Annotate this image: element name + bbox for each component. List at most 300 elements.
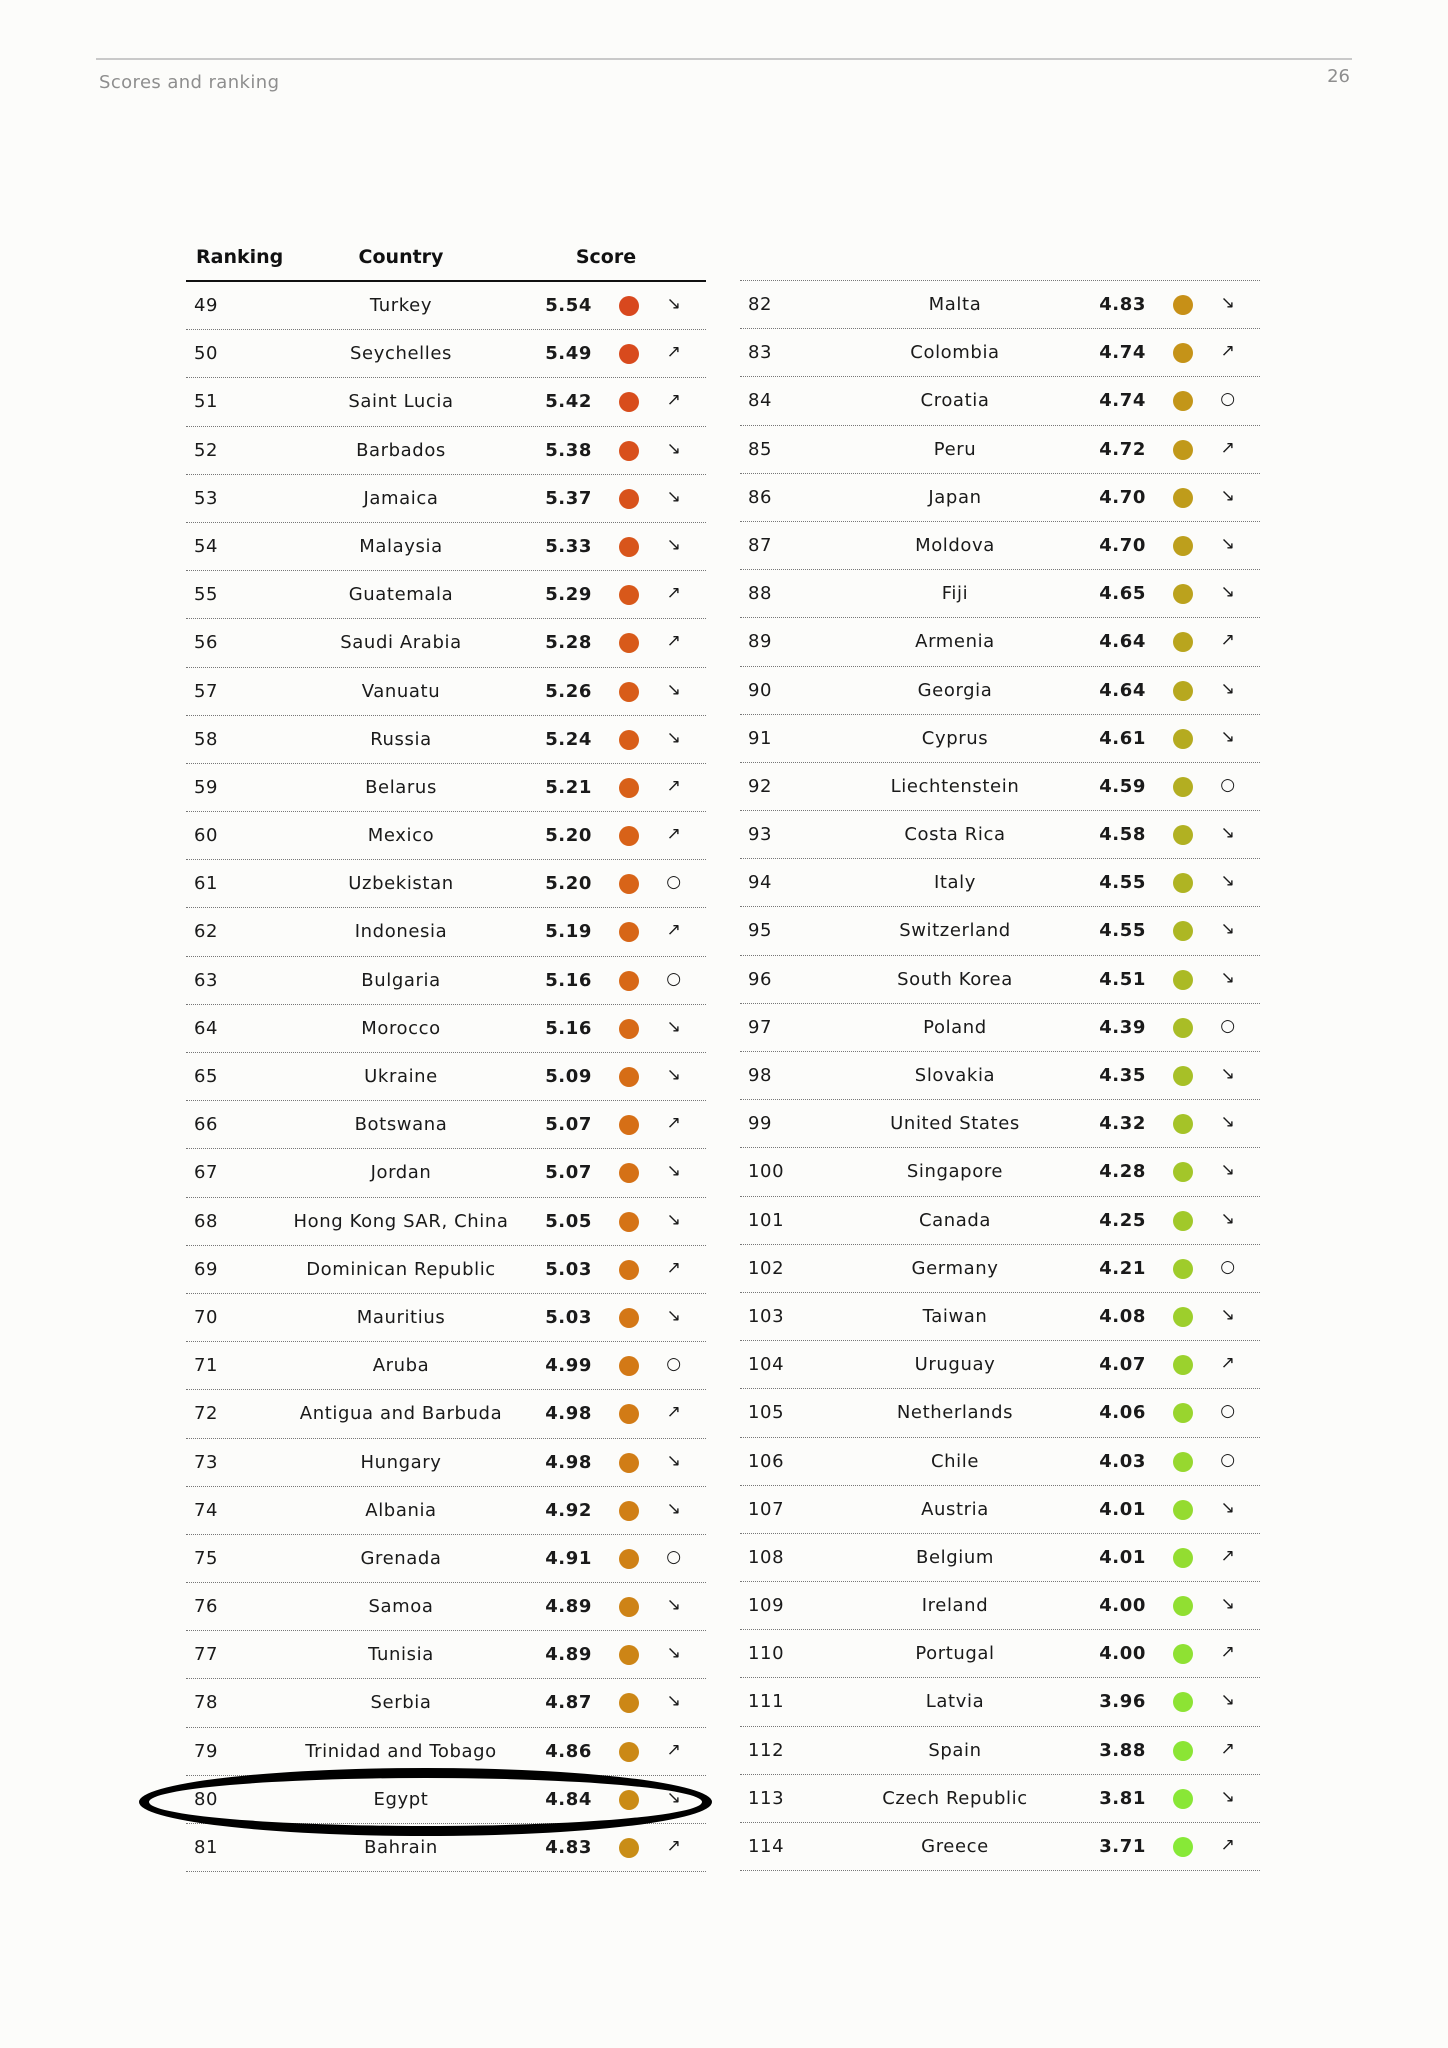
score-dot-icon: [1173, 777, 1193, 797]
score-dot-icon: [619, 1838, 639, 1858]
trend-icon: ○: [1220, 1449, 1236, 1470]
trend-icon: ↘: [1220, 533, 1236, 554]
trend-icon: ↗: [666, 824, 682, 845]
score-dot-icon: [619, 922, 639, 942]
trend-icon: ↘: [1220, 678, 1236, 699]
trend-icon: ↘: [1220, 293, 1236, 313]
country-cell: Peru: [933, 438, 977, 460]
score-dot-icon: [619, 489, 639, 509]
country-cell: Moldova: [915, 534, 995, 556]
table-row: [186, 330, 706, 378]
trend-icon: ↘: [666, 1016, 682, 1037]
trend-icon: ↗: [666, 631, 682, 652]
trend-icon: ↘: [1220, 967, 1236, 988]
table-row: [740, 474, 1260, 522]
score-cell: 4.70: [1099, 534, 1146, 556]
rank-cell: 88: [748, 583, 773, 605]
country-cell: United States: [890, 1113, 1020, 1135]
score-dot-icon: [1173, 632, 1193, 652]
rank-cell: 89: [748, 631, 773, 653]
score-dot-icon: [1173, 1162, 1193, 1182]
trend-icon: ○: [1220, 774, 1236, 795]
table-row: [186, 571, 706, 619]
country-cell: Austria: [921, 1498, 989, 1520]
table-row: [186, 1342, 706, 1390]
country-cell: Poland: [923, 1016, 987, 1038]
score-cell: 4.00: [1099, 1595, 1146, 1617]
country-cell: Georgia: [917, 679, 993, 701]
score-dot-icon: [619, 730, 639, 750]
trend-icon: ↘: [666, 1209, 682, 1230]
table-row: [186, 1390, 706, 1438]
country-cell: Russia: [370, 728, 432, 750]
table-row: [186, 1005, 706, 1053]
score-cell: 4.74: [1099, 390, 1146, 412]
table-row: [740, 1341, 1260, 1389]
trend-icon: ↗: [1220, 341, 1236, 362]
table-header-spacer: [740, 240, 1260, 281]
rank-cell: 87: [748, 534, 773, 556]
country-cell: Taiwan: [922, 1305, 988, 1327]
score-dot-icon: [1173, 1018, 1193, 1038]
country-cell: Mauritius: [356, 1306, 446, 1328]
table-body-left: [186, 282, 706, 1872]
score-cell: 3.71: [1099, 1836, 1146, 1857]
trend-icon: ↘: [1220, 1594, 1236, 1615]
score-cell: 5.19: [545, 921, 592, 943]
trend-icon: ↘: [666, 1691, 682, 1712]
trend-icon: ○: [1220, 389, 1236, 410]
table-row: [740, 1004, 1260, 1052]
score-dot-icon: [619, 1067, 639, 1087]
rank-cell: 102: [748, 1257, 785, 1279]
rank-cell: 71: [194, 1355, 219, 1377]
trend-icon: ↗: [666, 1257, 682, 1278]
score-cell: 5.26: [545, 680, 592, 702]
score-cell: 4.39: [1099, 1016, 1146, 1038]
score-cell: 4.64: [1099, 631, 1146, 653]
country-cell: Croatia: [920, 390, 990, 412]
trend-icon: ↘: [1220, 1064, 1236, 1084]
trend-icon: ↘: [666, 1643, 682, 1664]
score-cell: 5.29: [545, 584, 592, 606]
country-cell: Portugal: [915, 1643, 995, 1665]
score-cell: 4.06: [1099, 1402, 1146, 1424]
country-cell: Mexico: [367, 825, 435, 847]
score-cell: 4.91: [545, 1547, 592, 1569]
table-row: [186, 1487, 706, 1535]
score-dot-icon: [1173, 536, 1193, 556]
score-dot-icon: [1173, 295, 1193, 315]
country-cell: Grenada: [360, 1547, 442, 1569]
score-cell: 5.05: [545, 1210, 592, 1232]
ranking-table-right: [740, 240, 1260, 1871]
table-row: [740, 570, 1260, 618]
score-cell: 4.64: [1099, 679, 1146, 701]
score-dot-icon: [619, 344, 639, 364]
score-cell: 4.28: [1099, 1161, 1146, 1183]
table-row: [186, 1294, 706, 1342]
table-body-right: [740, 281, 1260, 1871]
country-cell: Seychelles: [350, 343, 452, 365]
country-cell: Samoa: [368, 1596, 434, 1618]
rank-cell: 79: [194, 1740, 219, 1762]
table-row: [740, 329, 1260, 377]
score-dot-icon: [619, 1163, 639, 1183]
country-cell: Latvia: [925, 1691, 985, 1713]
table-row: [186, 1246, 706, 1294]
score-dot-icon: [1173, 1259, 1193, 1279]
score-dot-icon: [1173, 1500, 1193, 1520]
country-cell: Cyprus: [921, 727, 989, 749]
score-dot-icon: [1173, 488, 1193, 508]
rank-cell: 108: [748, 1546, 785, 1568]
rank-cell: 90: [748, 679, 773, 701]
score-cell: 4.99: [545, 1355, 592, 1377]
score-cell: 4.61: [1099, 727, 1146, 749]
trend-icon: ↘: [1220, 485, 1236, 506]
table-row: [740, 859, 1260, 907]
score-dot-icon: [619, 441, 639, 461]
rank-cell: 50: [194, 343, 219, 365]
rank-cell: 91: [748, 727, 773, 749]
score-dot-icon: [619, 1597, 639, 1617]
trend-icon: ↘: [666, 294, 682, 314]
rank-cell: 54: [194, 535, 219, 557]
table-row: [740, 426, 1260, 474]
country-cell: Albania: [365, 1499, 437, 1521]
score-dot-icon: [619, 682, 639, 702]
country-cell: Serbia: [370, 1692, 432, 1714]
country-cell: Jordan: [370, 1162, 432, 1184]
trend-icon: ↗: [1220, 1353, 1236, 1374]
score-dot-icon: [619, 537, 639, 557]
score-dot-icon: [619, 1549, 639, 1569]
table-row: [186, 1728, 706, 1776]
country-cell: Malaysia: [359, 535, 443, 557]
score-cell: 5.33: [545, 535, 592, 557]
score-cell: 4.72: [1099, 438, 1146, 460]
table-row: [740, 667, 1260, 715]
table-row: [186, 1583, 706, 1631]
trend-icon: ↘: [666, 1065, 682, 1085]
country-cell: Armenia: [915, 631, 995, 653]
rank-cell: 96: [748, 968, 773, 990]
score-cell: 5.20: [545, 873, 592, 895]
trend-icon: ↘: [666, 679, 682, 700]
score-cell: 4.03: [1099, 1450, 1146, 1472]
header-country: Country: [358, 246, 444, 268]
rank-cell: 110: [748, 1643, 785, 1665]
score-dot-icon: [619, 1742, 639, 1762]
rank-cell: 75: [194, 1547, 219, 1569]
country-cell: Jamaica: [363, 487, 439, 509]
country-cell: Indonesia: [354, 921, 448, 943]
table-row: [186, 716, 706, 764]
table-row: [186, 908, 706, 956]
table-row: [740, 522, 1260, 570]
trend-icon: ○: [1220, 1256, 1236, 1277]
rank-cell: 74: [194, 1499, 219, 1521]
page-number: 26: [1327, 66, 1350, 87]
trend-icon: ↘: [666, 1595, 682, 1616]
trend-icon: ↘: [1220, 1690, 1236, 1711]
score-cell: 5.16: [545, 1017, 592, 1039]
score-cell: 4.98: [545, 1451, 592, 1473]
score-cell: 5.54: [545, 295, 592, 316]
table-row: [740, 281, 1260, 329]
score-dot-icon: [1173, 825, 1193, 845]
trend-icon: ↘: [666, 534, 682, 555]
score-dot-icon: [619, 1790, 639, 1810]
score-cell: 4.74: [1099, 342, 1146, 364]
rank-cell: 109: [748, 1595, 785, 1617]
score-cell: 5.24: [545, 728, 592, 750]
table-row: [186, 475, 706, 523]
country-cell: Dominican Republic: [306, 1258, 496, 1280]
country-cell: Antigua and Barbuda: [299, 1403, 503, 1425]
table-row: [186, 957, 706, 1005]
rank-cell: 58: [194, 728, 219, 750]
rank-cell: 107: [748, 1498, 785, 1520]
rank-cell: 86: [748, 486, 773, 508]
country-cell: Fiji: [941, 583, 969, 605]
rank-cell: 81: [194, 1837, 219, 1858]
score-dot-icon: [1173, 681, 1193, 701]
country-cell: Guatemala: [348, 584, 454, 606]
trend-icon: ○: [666, 1546, 682, 1567]
country-cell: Hungary: [360, 1451, 442, 1473]
score-cell: 4.32: [1099, 1113, 1146, 1135]
score-dot-icon: [1173, 1307, 1193, 1327]
score-dot-icon: [619, 778, 639, 798]
score-cell: 3.96: [1099, 1691, 1146, 1713]
score-cell: 4.35: [1099, 1065, 1146, 1086]
table-row: [740, 1823, 1260, 1871]
country-cell: Ireland: [921, 1595, 989, 1617]
trend-icon: ↘: [666, 438, 682, 459]
score-cell: 4.83: [545, 1837, 592, 1858]
score-dot-icon: [1173, 343, 1193, 363]
rank-cell: 103: [748, 1305, 785, 1327]
trend-icon: ↘: [1220, 1304, 1236, 1325]
score-cell: 5.16: [545, 969, 592, 991]
score-cell: 4.84: [545, 1788, 592, 1810]
country-cell: Switzerland: [899, 920, 1011, 942]
country-cell: Tunisia: [368, 1644, 434, 1666]
country-cell: Czech Republic: [882, 1787, 1028, 1809]
score-cell: 5.49: [545, 343, 592, 365]
country-cell: Belgium: [916, 1546, 994, 1568]
rank-cell: 52: [194, 439, 219, 461]
score-dot-icon: [619, 1356, 639, 1376]
trend-icon: ↘: [666, 486, 682, 507]
trend-icon: ↗: [666, 775, 682, 796]
section-title: Scores and ranking: [99, 72, 280, 93]
rank-cell: 53: [194, 487, 219, 509]
score-dot-icon: [619, 874, 639, 894]
rank-cell: 111: [748, 1691, 785, 1713]
table-row: [740, 618, 1260, 666]
country-cell: Singapore: [906, 1161, 1004, 1183]
rank-cell: 64: [194, 1017, 219, 1039]
header-ranking: Ranking: [196, 246, 284, 268]
table-row: [740, 1148, 1260, 1196]
trend-icon: ↘: [666, 1305, 682, 1326]
table-row: [186, 668, 706, 716]
top-rule: [96, 58, 1352, 60]
rank-cell: 55: [194, 584, 219, 606]
rank-cell: 101: [748, 1209, 785, 1231]
trend-icon: ↗: [666, 920, 682, 941]
score-dot-icon: [619, 392, 639, 412]
trend-icon: ↘: [1220, 1497, 1236, 1518]
score-dot-icon: [1173, 1114, 1193, 1134]
score-dot-icon: [619, 826, 639, 846]
country-cell: South Korea: [897, 968, 1013, 990]
trend-icon: ↗: [666, 1836, 682, 1856]
rank-cell: 100: [748, 1161, 785, 1183]
table-row: [186, 1776, 706, 1824]
ranking-table-left: [186, 240, 706, 1872]
country-cell: Belarus: [365, 776, 437, 798]
score-cell: 5.07: [545, 1114, 592, 1136]
trend-icon: ↗: [666, 342, 682, 363]
trend-icon: ↘: [666, 1161, 682, 1182]
score-dot-icon: [619, 971, 639, 991]
score-dot-icon: [1173, 584, 1193, 604]
score-cell: 5.37: [545, 487, 592, 509]
score-dot-icon: [619, 1260, 639, 1280]
score-cell: 3.81: [1099, 1787, 1146, 1809]
rank-cell: 84: [748, 390, 773, 412]
score-dot-icon: [619, 1501, 639, 1521]
score-dot-icon: [1173, 1452, 1193, 1472]
score-cell: 4.21: [1099, 1257, 1146, 1279]
score-dot-icon: [619, 1453, 639, 1473]
trend-icon: ↘: [1220, 1112, 1236, 1133]
score-cell: 5.09: [545, 1066, 592, 1087]
trend-icon: ↗: [666, 390, 682, 411]
table-row: [186, 1824, 706, 1872]
table-row: [740, 377, 1260, 425]
table-row: [186, 427, 706, 475]
trend-icon: ○: [666, 968, 682, 989]
rank-cell: 98: [748, 1065, 773, 1086]
trend-icon: ↗: [1220, 1738, 1236, 1759]
table-row: [186, 1631, 706, 1679]
rank-cell: 59: [194, 776, 219, 798]
trend-icon: ○: [666, 872, 682, 893]
rank-cell: 67: [194, 1162, 219, 1184]
country-cell: Liechtenstein: [890, 775, 1020, 797]
score-dot-icon: [619, 1212, 639, 1232]
table-row: [740, 1775, 1260, 1823]
score-cell: 5.38: [545, 439, 592, 461]
score-dot-icon: [619, 1115, 639, 1135]
score-cell: 4.92: [545, 1499, 592, 1521]
country-cell: Hong Kong SAR, China: [293, 1210, 509, 1232]
rank-cell: 92: [748, 775, 773, 797]
rank-cell: 72: [194, 1403, 219, 1425]
country-cell: Aruba: [372, 1355, 430, 1377]
rank-cell: 62: [194, 921, 219, 943]
country-cell: Colombia: [910, 342, 1000, 364]
score-cell: 4.58: [1099, 824, 1146, 846]
score-cell: 5.20: [545, 825, 592, 847]
rank-cell: 61: [194, 873, 219, 895]
score-dot-icon: [1173, 1403, 1193, 1423]
rank-cell: 66: [194, 1114, 219, 1136]
header-score: Score: [575, 246, 637, 268]
trend-icon: ↘: [1220, 1786, 1236, 1807]
country-cell: Netherlands: [896, 1402, 1014, 1424]
trend-icon: ↘: [666, 1498, 682, 1519]
score-dot-icon: [1173, 1355, 1193, 1375]
score-cell: 4.98: [545, 1403, 592, 1425]
score-cell: 4.01: [1099, 1546, 1146, 1568]
country-cell: Bahrain: [364, 1837, 438, 1858]
rank-cell: 93: [748, 824, 773, 846]
country-cell: Italy: [933, 872, 977, 894]
table-row: [740, 1534, 1260, 1582]
trend-icon: ○: [666, 1354, 682, 1375]
rank-cell: 106: [748, 1450, 785, 1472]
score-cell: 4.86: [545, 1740, 592, 1762]
score-cell: 4.70: [1099, 486, 1146, 508]
trend-icon: ↘: [1220, 582, 1236, 603]
trend-icon: ↗: [666, 1739, 682, 1760]
score-dot-icon: [1173, 1692, 1193, 1712]
country-cell: Saudi Arabia: [340, 632, 462, 654]
rank-cell: 80: [194, 1788, 219, 1810]
table-row: [740, 1389, 1260, 1437]
trend-icon: ↗: [666, 583, 682, 604]
score-cell: 4.00: [1099, 1643, 1146, 1665]
country-cell: Turkey: [369, 295, 433, 316]
score-cell: 4.08: [1099, 1305, 1146, 1327]
rank-cell: 105: [748, 1402, 785, 1424]
score-cell: 4.87: [545, 1692, 592, 1714]
trend-icon: ↘: [666, 727, 682, 748]
score-dot-icon: [619, 1404, 639, 1424]
country-cell: Morocco: [361, 1017, 441, 1039]
score-cell: 3.88: [1099, 1739, 1146, 1761]
table-row: [186, 1101, 706, 1149]
table-row: [740, 1293, 1260, 1341]
rank-cell: 82: [748, 294, 773, 315]
rank-cell: 63: [194, 969, 219, 991]
score-cell: 5.07: [545, 1162, 592, 1184]
score-cell: 4.83: [1099, 294, 1146, 315]
table-row: [186, 1679, 706, 1727]
score-cell: 4.07: [1099, 1354, 1146, 1376]
table-row: [740, 1582, 1260, 1630]
score-cell: 5.03: [545, 1258, 592, 1280]
score-dot-icon: [1173, 729, 1193, 749]
trend-icon: ↗: [1220, 1835, 1236, 1855]
trend-icon: ↘: [1220, 1208, 1236, 1229]
score-dot-icon: [619, 585, 639, 605]
score-cell: 5.03: [545, 1306, 592, 1328]
table-row: [186, 1198, 706, 1246]
country-cell: Ukraine: [364, 1066, 438, 1087]
rank-cell: 51: [194, 391, 219, 413]
score-dot-icon: [1173, 391, 1193, 411]
trend-icon: ↘: [1220, 1160, 1236, 1181]
country-cell: Chile: [930, 1450, 980, 1472]
table-row: [740, 1438, 1260, 1486]
